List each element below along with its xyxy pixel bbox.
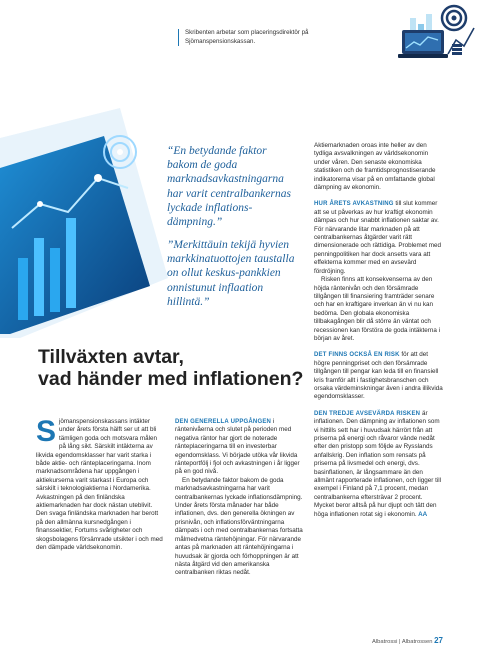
paragraph: Aktiemarknaden oroas inte heller av den tydliga avsvalkningen av världsekonomin under våren. Den senaste ekonomiska statistiken och de framtidsprognostiserande indikatorerna visar på en omfattande global dämpning av ekonomin. — [314, 142, 436, 192]
page-footer — [372, 636, 443, 645]
pull-quote-swedish: “En betydande faktor bakom de goda marknadsavkastningarna har varit centralbankernas lyckade inflations-dämpning.” — [167, 145, 291, 229]
paragraph: Risken finns att konsekvenserna av den höjda räntenivån och den försämrade tillgången till finansiering framträder senare och har en kraftigare inverkan än vi nu kan bedöma. Den globala ekonomiska tillbakagången blir då större än väntat och recessionen kan förstöra de goda intäkterna i början av året. — [314, 276, 441, 342]
paragraph: En betydande faktor bakom de goda marknadsavkastningarna har varit centralbankernas lyckade inflationsdämpning. Under årets första månader har både inflationen, dvs. den generella ökningen av prisnivån, och inflationsförväntningarna dämpats i och med centralbankernas fortsatta målmedvetna räntehöjningar. För närvarande antas på marknaden att räntehöjningarna i huvudsak är gjorda och förhoppningen är att nästa åtgärd vid den amerikanska centralbanken riktas nedåt. — [175, 476, 303, 577]
section-lead: DEN TREDJE AVSEVÄRDA RISKEN — [314, 410, 421, 417]
section-lead: DEN GENERELLA UPPGÅNGEN — [175, 419, 272, 425]
chart-tablet-illustration — [0, 108, 168, 338]
paragraph: jömanspensionskassans intäkter under årets första hälft ser ut att bli tämligen goda och motsvara målen på lång sikt. Särskilt intäkterna av likvida egendomsklasser har varit starka i både aktie- och ränteplaceringarna. Inom marknadsområdena har uppgången i aktiekurserna varit starkast i Europa och särskilt i teknologiaktierna i Nordamerika. Avkastningen på den finländska aktiemarknaden har dock nästan uteblivit. Den svaga finländska marknaden har berott på den allmänna kursnedgången i finanssektier, Fortums svårigheter och skogsbolagens försämrade utsikter i och med den dämpade världsekonomin. — [36, 418, 163, 552]
drop-cap: S — [36, 415, 57, 448]
column-2 — [175, 418, 303, 578]
laptop-icon — [398, 30, 448, 58]
data-point-icon — [37, 201, 43, 207]
pull-quote-finnish: ”Merkittäuin tekijä hyvien markkinatuottojen taustalla on ollut keskus-pankkien onnistunut inflaation hillintä.” — [167, 239, 295, 308]
publication-name: Albatrossi | Albatrossen — [371, 639, 433, 645]
finance-illustration — [392, 0, 480, 62]
paragraph: DEN TREDJE AVSEVÄRDA RISKEN är inflationen. Den dämpning av inflationen som vi hittills sett har i huvudsak härrört från att priserna på energi och råvaror vände nedåt efter den pristopp som följde av Rysslands anfallskrig. Den inflation som rensats på priserna på livsmedel och energi, dvs. basinflationen, är långsammare än den allmänt rapporterade inflationen, och ligger till exempel i Finland på 7,1 procent, medan centralbankerna eftersträvar 2 procent. Mycket beror alltså på hur djupt och tätt den höga inflationen rotat sig i ekonomin. AA — [314, 409, 442, 518]
section-lead: HUR ÅRETS AVKASTNING — [314, 201, 394, 208]
article-title — [38, 346, 318, 390]
paragraph: DET FINNS OCKSÅ EN RISK för att det högre penningpriset och den försämrade tillgången till pengar kan leda till en finansiell kris framför allt i fastighetsbranschen och orsaka värdeminskningar även i andra illikvida egendomsklasser. — [314, 351, 443, 401]
section-lead: DET FINNS OCKSÅ EN RISK — [314, 352, 400, 359]
data-point-icon — [94, 174, 102, 182]
paragraph: HUR ÅRETS AVKASTNING till slut kommer att se ut påverkas av hur kraftigt ekonomin dämpas och hur snabbt inflationen saktar av. För närvarande litar marknaden på att centralbankernas åtgärder varit rätt dimensionerade och rättidiga. Problemet med penningpolitiken har dock ansetts vara att effekterna kommer med en avsevärd fördröjning. — [314, 200, 442, 275]
page-number: 27 — [434, 636, 443, 645]
column-3 — [314, 142, 444, 519]
column-1 — [36, 415, 164, 553]
author-byline: Skribenten arbetar som placeringsdirektör på Sjömanspensionskassan. — [178, 29, 335, 46]
end-mark: AA — [416, 510, 428, 518]
paragraph: DEN GENERELLA UPPGÅNGEN i räntenivåerna och slutet på perioden med negativa räntor har gjort de noterade ränteplaceringarna till en investerbar egendomsklass. Vi började utöka vår likvida ränteportfölj i fjol och avkastningen i år ligger på en god nivå. — [175, 418, 300, 476]
target-icon — [442, 6, 466, 30]
title-line-2: vad händer med inflationen? — [38, 368, 304, 390]
title-line-1: Tillväxten avtar, — [38, 346, 184, 368]
